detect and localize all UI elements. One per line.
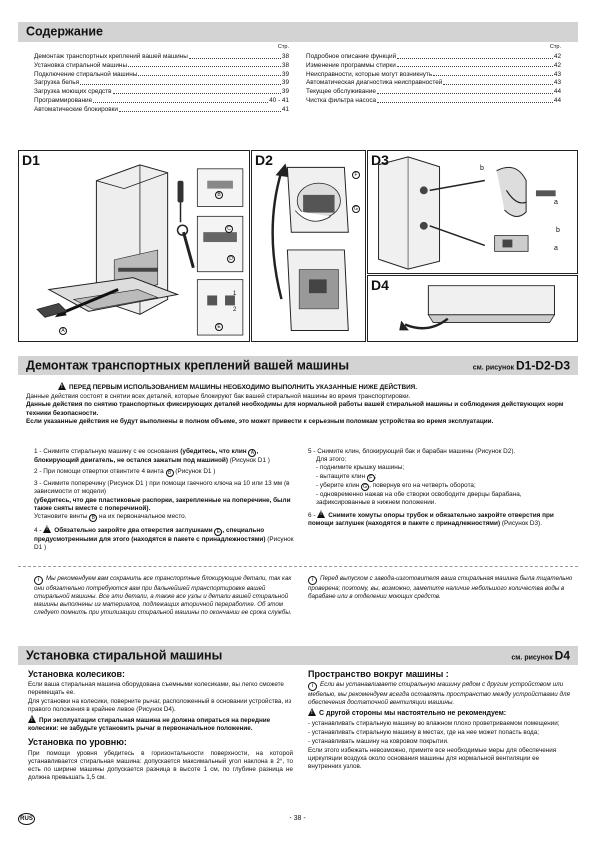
figure-d2-label: D2 (255, 152, 273, 168)
steps-left (34, 448, 296, 555)
toc-entry[interactable] (34, 52, 289, 61)
figure-d2-illustration (252, 151, 365, 341)
figure-d3-illustration (368, 151, 577, 273)
transport-figure-ref (473, 358, 570, 373)
step-5-intro: Для этого: (316, 456, 347, 464)
step-5-item-3-text-2: , повернув его на четверть оборота; (369, 481, 476, 489)
warning-triangle-icon (58, 382, 66, 390)
toc-entry[interactable] (34, 61, 289, 70)
toc-entry-title: Неисправности, которые могут возникнуть (306, 70, 433, 78)
space-warning: С другой стороны мы настоятельно не рекомендуем: (319, 710, 507, 718)
toc-entry[interactable] (34, 105, 289, 114)
step-5-item-2-text: - вытащите клин (316, 472, 367, 480)
toc-entry[interactable] (34, 87, 289, 96)
step-3-text-2: Установите винты (34, 512, 90, 520)
toc-entry[interactable] (34, 96, 289, 105)
transport-header-band (18, 356, 578, 375)
figure-ref-prefix: см. рисунок (511, 654, 553, 662)
toc-entry-page: 44 (553, 88, 561, 96)
figure-d2 (251, 150, 366, 342)
figure-d1-illustration (19, 151, 249, 341)
figure-d3-letter-b2: b (556, 227, 560, 234)
toc-entry-page: 39 (281, 70, 289, 78)
toc-entry-title: Загрузка моющих средств (34, 88, 112, 96)
space-heading: Пространство вокруг машины : (308, 669, 449, 679)
step-5-text: 5 - Снимите клин, блокирующий бак и барабан машины (Рисунок D2). (308, 448, 516, 455)
marker-d: D (227, 255, 235, 263)
wheels-paragraph-1: Если ваша стиральная машина оборудована съемными колесиками, вы легко сможете перемещать ее. (28, 681, 284, 697)
figure-d3-letter-a: a (554, 199, 558, 206)
space-list-item-3: - устанавливать машину на ковровом покрытии. (308, 738, 449, 746)
toc-dot-leader (113, 93, 281, 94)
figure-d3 (367, 150, 578, 274)
step-3-text-3: на их первоначальное место. (97, 512, 187, 520)
toc-right-column (306, 44, 561, 105)
toc-entry[interactable] (34, 69, 289, 78)
toc-entry-title: Изменение программы стирки (306, 61, 396, 69)
warning-title: ПЕРЕД ПЕРВЫМ ИСПОЛЬЗОВАНИЕМ МАШИНЫ НЕОБХОДИМО ВЫПОЛНИТЬ УКАЗАННЫЕ НИЖЕ ДЕЙСТВИЯ. (69, 384, 418, 391)
step-4-bold-2: , специально предусмотренными для этого (находятся в пакете с принадлежностями) (34, 526, 266, 543)
step-3-text: 3 - Снимите поперечину (Рисунок D1 ) при помощи гаечного ключа на 10 или 13 мм (в зависимости от модели) (34, 480, 290, 496)
step-1-bold-2: , блокирующий двигатель, не остался зажатым под машиной) (34, 448, 259, 464)
toc-dot-leader (433, 75, 553, 76)
wheels-heading: Установка колесиков: (28, 669, 126, 679)
marker-b: B (89, 514, 97, 522)
figure-d1-label: D1 (22, 152, 40, 168)
figure-d1 (18, 150, 250, 342)
toc-entry[interactable] (306, 61, 561, 70)
toc-entry-page: 43 (553, 70, 561, 78)
info-icon: i (308, 682, 317, 691)
step-6-num: 6 - (308, 511, 318, 519)
toc-entry-page: 38 (281, 52, 289, 60)
step-1-ref: (Рисунок D1 ) (227, 457, 270, 464)
figure-ref-value: D4 (554, 648, 570, 663)
toc-dot-leader (93, 102, 268, 103)
divider (18, 566, 578, 567)
toc-entry-title: Автоматические блокировки (34, 106, 118, 114)
figure-d3-label: D3 (371, 152, 389, 168)
step-mark-1: 1 (233, 291, 237, 297)
figure-ref-value: D1-D2-D3 (515, 358, 570, 373)
toc-entry-page: 44 (553, 97, 561, 105)
toc-entry-page: 39 (281, 88, 289, 96)
warning-triangle-icon (308, 708, 316, 716)
toc-entry-page: 38 (281, 61, 289, 69)
toc-entry[interactable] (306, 96, 561, 105)
toc-dot-leader (128, 66, 281, 67)
toc-entry[interactable] (306, 69, 561, 78)
toc-entry-title: Загрузка белья (34, 79, 80, 87)
marker-a: A (248, 449, 256, 457)
step-4-num: 4 - (34, 526, 44, 534)
step-3-bold: (убедитесь, что две пластиковые распорки, закрепленные на поперечине, были также сняты вместе с поперечиной). (34, 496, 291, 512)
space-paragraph: Если этого избежать невозможно, примите все необходимые меры для обеспечения циркуляции воздуха около основания машины для нормальной вентиляции ее внутренних узлов. (308, 747, 557, 771)
step-6-bold: Снимите хомуты опоры трубок и обязательно закройте отверстия при помощи заглушек (находятся в пакете с принадлежностями) (308, 511, 554, 528)
step-2-ref: (Рисунок D1 ) (173, 468, 216, 476)
toc-entry[interactable] (306, 87, 561, 96)
figure-d4 (367, 275, 578, 342)
toc-dot-leader (397, 66, 553, 67)
toc-dot-leader (189, 58, 281, 59)
step-6 (308, 510, 570, 528)
note-left (34, 575, 299, 617)
warning-triangle-icon (28, 715, 36, 723)
step-mark-2: 2 (233, 307, 237, 313)
toc-entry[interactable] (306, 52, 561, 61)
note-right (308, 575, 573, 601)
step-5-item-3-text: - уберите клин (316, 481, 362, 489)
toc-entry-page: 43 (553, 79, 561, 87)
warning-paragraph-1: Данные действия состоят в снятии всех деталей, которые блокируют бак вашей стиральной машины во время транспортировки. (26, 392, 411, 400)
space-list-item-1: - устанавливать стиральную машину во влажном плохо проветриваемом помещении; (308, 720, 560, 728)
figure-ref-prefix: см. рисунок (472, 364, 515, 372)
warning-paragraph-3: Если указанные действия не будут выполнены в полном объеме, это может привести к серьезным поломкам устройства во время эксплуатации. (26, 418, 494, 426)
step-5-item-2: - вытащите клин F ; (316, 472, 377, 481)
step-5 (308, 448, 570, 507)
step-3 (34, 480, 296, 522)
space-list-item-2: - устанавливать стиральную машину в местах, где на нее может попасть вода; (308, 729, 539, 737)
wheels-body (28, 681, 293, 734)
step-6-ref: (Рисунок D3). (500, 520, 542, 528)
step-5-item-4: - одновременно нажав на обе створки освободите дверцы барабана, зафиксированные в нижнем положении. (316, 490, 522, 506)
toc-dot-leader (119, 111, 281, 112)
figure-d3-letter-b: b (480, 165, 484, 172)
step-2 (34, 468, 296, 477)
figure-d4-illustration (368, 276, 577, 341)
toc-dot-leader (443, 84, 553, 85)
note-right-text: Перед выпуском с завода-изготовителя ваша стиральная машина была тщательно проверена; поэтому, вы, возможно, заметите наличие небольшого количества воды в барабане или в отделении моющих средств. (308, 575, 573, 601)
install-title: Установка стиральной машины (26, 647, 223, 662)
marker-e: E (214, 528, 222, 536)
marker-b: B (215, 191, 223, 199)
toc-entry-page: 42 (553, 52, 561, 60)
figure-d3-letter-a2: a (554, 245, 558, 252)
toc-dot-leader (377, 93, 553, 94)
toc-page-label: Стр. (277, 44, 289, 50)
info-icon: i (34, 576, 43, 585)
toc-page-label: Стр. (549, 44, 561, 50)
toc-entry-page: 41 (281, 106, 289, 114)
toc-entry-title: Демонтаж транспортных креплений вашей машины (34, 52, 188, 60)
toc-dot-leader (138, 75, 281, 76)
wheels-paragraph-2: Для установки на колесики, поверните рычаг, расположенный в основании устройства, из правого положения в крайнее левое (Рисунок D4). (28, 698, 292, 714)
warning-triangle-icon (317, 510, 325, 518)
toc-entry-page: 39 (281, 79, 289, 87)
info-icon: i (308, 576, 317, 585)
toc-entry-page: 40 - 41 (269, 97, 289, 105)
toc-entry-title: Подключение стиральной машины (34, 70, 138, 78)
toc-entry-title: Установка стиральной машины (34, 61, 128, 69)
step-4-bold: Обязательно закройте два отверстия заглушками (54, 526, 215, 534)
toc-dot-leader (377, 102, 553, 103)
step-4 (34, 525, 296, 552)
transport-warning (26, 382, 571, 427)
contents-header-band (18, 22, 578, 42)
page-number: - 38 - (289, 815, 306, 822)
toc-dot-leader (80, 84, 281, 85)
marker-g: G (361, 483, 369, 491)
marker-c: C (225, 225, 233, 233)
toc-entry[interactable] (34, 78, 289, 87)
warning-paragraph-2: Данные действия по снятию транспортных фиксирующих деталей необходимы для нормальной работы вашей стиральной машины и соблюдения действующих норм техники безопасности. (26, 401, 564, 417)
marker-e: E (215, 323, 223, 331)
level-heading: Установка по уровню: (28, 737, 127, 747)
step-5-item-1: - поднимите крышку машины; (316, 464, 405, 472)
toc-entry-title: Текущее обслуживание (306, 88, 376, 96)
steps-right (308, 448, 570, 531)
level-paragraph: При помощи уровня убедитесь в горизонтальности поверхности, на которой устанавливается стиральная машина: допускается максимальный угол наклона в 2°, то есть по ширине машины допускается разница в высоте 1 см, по глубине разница не должна превышать 1,5 см. (28, 750, 293, 782)
space-note: Если вы устанавливаете стиральную машину рядом с другим устройством или мебелью, мы рекомендуем всегда оставлять пространство между устройствами для обеспечения достаточной вентиляции машины. (308, 681, 570, 707)
warning-triangle-icon (43, 525, 51, 533)
toc-entry-title: Автоматическая диагностика неисправностей (306, 79, 443, 87)
level-body (28, 750, 293, 783)
toc-entry-title: Чистка фильтра насоса (306, 97, 377, 105)
step-1 (34, 448, 296, 465)
note-left-text: Мы рекомендуем вам сохранить все транспортные блокирующие детали, так как они обязательно потребуются вам при дальнейшей транспортировке вашей стиральной машины. Все эти детали, а также все узлы и детали вашей стиральной машины выполнены из материалов, подлежащих вторичной переработке. Об этом следует помнить при утилизации стиральной машины по окончании ее срока службы. (34, 575, 292, 617)
step-2-text: 2 - При помощи отвертки отвинтите 4 винта (34, 468, 166, 476)
language-badge: RUS (18, 813, 35, 825)
figure-d4-label: D4 (371, 277, 389, 293)
toc-entry[interactable] (306, 78, 561, 87)
marker-f: F (367, 474, 375, 482)
toc-left-column (34, 44, 289, 114)
marker-a: A (59, 327, 67, 335)
toc-entry-page: 42 (553, 61, 561, 69)
install-figure-ref (511, 648, 570, 663)
step-1-bold: (убедитесь, что клин (180, 448, 249, 455)
install-header-band (18, 646, 578, 665)
space-body (308, 681, 573, 772)
transport-title: Демонтаж транспортных креплений вашей машины (26, 357, 350, 372)
marker-g: G (352, 205, 360, 213)
step-4-ref: (Рисунок D1 ) (34, 535, 294, 552)
toc-dot-leader (397, 58, 553, 59)
wheels-warning: При эксплуатации стиральная машина не должна опираться на передние колесики: не забудьте установить рычаг в первоначальное положение. (28, 717, 271, 733)
marker-b: B (166, 469, 174, 477)
step-1-text: 1 - Снимите стиральную машину с ее основания (34, 448, 181, 455)
toc-entry-title: Программирование (34, 97, 93, 105)
toc-entry-title: Подробное описание функций (306, 52, 397, 60)
step-5-item-3 (308, 482, 570, 491)
contents-title: Содержание (26, 24, 104, 39)
marker-f: F (352, 171, 360, 179)
